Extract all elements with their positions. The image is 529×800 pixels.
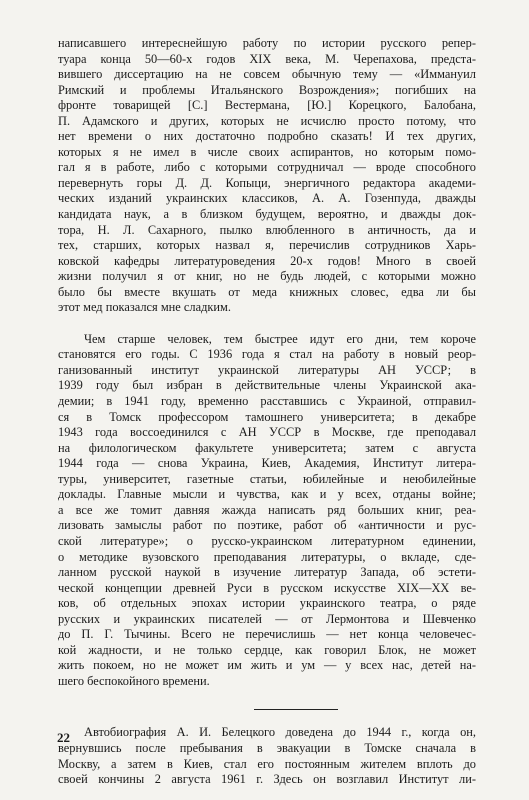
text-line: ся в Томск профессором тамошнего университета; в декабре bbox=[58, 409, 476, 424]
text-line: гал я в работе, либо с которыми сотрудничал — вроде способного bbox=[58, 160, 476, 175]
text-line: кой жадности, и не только сердце, как говорил Блок, не может bbox=[58, 642, 476, 657]
text-line: доклады. Главные мысли и чувства, как и у всех, отданы войне; bbox=[58, 487, 476, 502]
text-line: Автобиография А. И. Белецкого доведена до 1944 г., когда он, bbox=[84, 725, 476, 740]
text-line: на филологическом факультете университета; затем с августа bbox=[58, 440, 476, 455]
text-line: 1943 года воссоединился с АН УССР в Москве, где преподавал bbox=[58, 425, 476, 440]
text-line: ганизованный институт украинской литературы АН УССР; в bbox=[58, 362, 476, 377]
text-line: жизни получил я от книг, но не будь людей, с которыми можно bbox=[58, 269, 476, 284]
text-line: ков, об отдельных эпохах истории украинского театра, о ряде bbox=[58, 596, 476, 611]
text-line: тех, старших, которых назвал я, перечислив сотрудников Харь- bbox=[58, 238, 476, 253]
paragraph-3 bbox=[58, 725, 476, 787]
separator-rule bbox=[254, 709, 338, 710]
text-line: Москву, а затем в Киев, стал его постоянным жителем вплоть до bbox=[58, 756, 476, 771]
text-line: написавшего интереснейшую работу по истории русского репер- bbox=[58, 36, 476, 50]
text-line: ской литературе»; о русско-украинском литературном единении, bbox=[58, 533, 476, 548]
text-line: туры, университет, газетные статьи, юбилейные и неюбилейные bbox=[58, 471, 476, 486]
text-line: П. Адамского и других, которых не исчислю просто потому, что bbox=[58, 113, 476, 128]
text-line: демии; в 1941 году, временно расставшись с Украиной, отправил- bbox=[58, 394, 476, 409]
text-line: фронте товарищей [С.] Вестермана, [Ю.] Корецкого, Балобана, bbox=[58, 98, 476, 113]
text-line: перевернуть горы Д. Д. Копыци, энергичного редактора академи- bbox=[58, 175, 476, 190]
text-line: до П. Г. Тычины. Всего не перечислишь — нет конца человечес- bbox=[58, 627, 476, 642]
text-line: шего беспокойного времени. bbox=[58, 673, 210, 688]
text-line: вернувшись после пребывания в эвакуации в Томске сначала в bbox=[58, 740, 476, 755]
text-line: тора, Н. Л. Сахарного, пылко влюбленного в античность, да и bbox=[58, 222, 476, 237]
text-block bbox=[58, 36, 476, 788]
text-line: было бы вместе вкушать от меда книжных словес, едва ли бы bbox=[58, 284, 476, 299]
text-line: ковской кафедры литературоведения 20-х годов! Много в своей bbox=[58, 253, 476, 268]
text-line: лизовать замыслы работ по поэтике, работ об «античности и рус- bbox=[58, 518, 476, 533]
text-line: 1939 году был избран в действительные члены Украинской ака- bbox=[58, 378, 476, 393]
paragraph-2 bbox=[58, 332, 476, 690]
text-line: о методике вузовского преподавания литературы, о вкладе, сде- bbox=[58, 549, 476, 564]
text-line: Чем старше человек, тем быстрее идут его дни, тем короче bbox=[84, 331, 476, 346]
page-number: 22 bbox=[57, 730, 70, 745]
text-line: ланном русской наукой в изучение литератур Запада, об эстети- bbox=[58, 565, 476, 580]
text-line: Римский и проблемы Итальянского Возрождения»; погибших на bbox=[58, 82, 476, 97]
text-line: которых я не имел в числе своих аспирантов, но которым помо- bbox=[58, 144, 476, 159]
text-line: а все же томит давняя жажда написать ряд больших книг, реа- bbox=[58, 502, 476, 517]
text-line: нет времени о них достаточно подробно сказать! И тех других, bbox=[58, 129, 476, 144]
text-line: этот мед показался мне сладким. bbox=[58, 300, 231, 315]
text-line: кандидата наук, а в близком будущем, вероятно, и дважды док- bbox=[58, 207, 476, 222]
text-line: своей кончины 2 августа 1961 г. Здесь он возглавил Институт ли- bbox=[58, 772, 476, 787]
text-line: туара конца 50—60-х годов XIX века, М. Черепахова, предста- bbox=[58, 51, 476, 66]
paragraph-1 bbox=[58, 36, 476, 316]
text-line: 1944 года — снова Украина, Киев, Академия, Институт литера- bbox=[58, 456, 476, 471]
separator bbox=[58, 689, 476, 725]
text-line: русских и украинских писателей — от Лермонтова и Шевченко bbox=[58, 611, 476, 626]
text-line: ческих изданий украинских классиков, А. А. Гозенпуда, дважды bbox=[58, 191, 476, 206]
text-line: жить покоем, но не может им жить и ум — у всех нас, детей на- bbox=[58, 658, 476, 673]
text-line: ческой концепции древней Руси в русском искусстве XIX—XX ве- bbox=[58, 580, 476, 595]
text-line: вившего диссертацию на не совсем обычную тему — «Иммануил bbox=[58, 67, 476, 82]
text-line: становятся его годы. С 1936 года я стал на работу в новый реор- bbox=[58, 347, 476, 362]
